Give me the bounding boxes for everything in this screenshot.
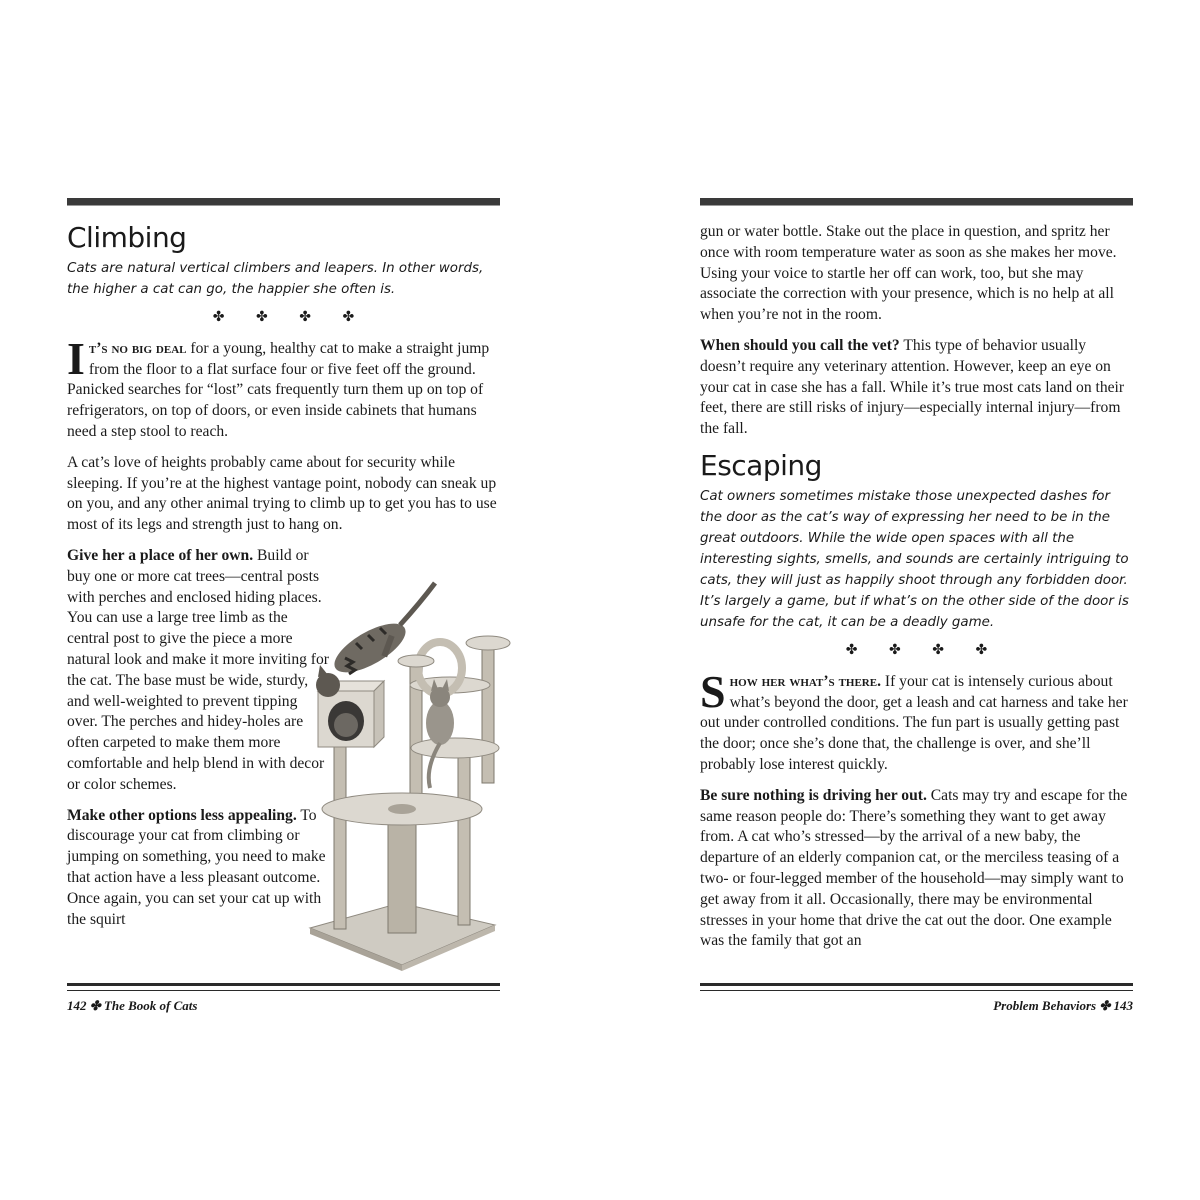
section-heading-escaping: Escaping [700, 448, 822, 482]
paragraph-text: If your cat is intensely curious about what’s beyond the door, get a leash and cat harness and take her out under controlled conditions. The fun part is usually getting past the door; once she’s done that, the challenge is over, and she’ll probably lose interest quickly. [700, 672, 1128, 773]
lead-smallcaps: t’s no big deal [88, 339, 187, 357]
left-running-footer: 142 ✤ The Book of Cats [67, 998, 198, 1013]
climbing-paragraph-2: A cat’s love of heights probably came about for security while sleeping. If you’re at the highest vantage point, nobody can sneak up on you, and any other animal trying to climb up to get you has to use most of its legs and strength just to hang on. [67, 453, 497, 534]
section-heading-climbing: Climbing [67, 221, 187, 254]
climbing-paragraph-continued: gun or water bottle. Stake out the place in question, and spritz her once with room temperature water as soon as she makes her move. Using your voice to startle her off can work, too, but she may associate the correction with your presence, which is no help at all when you’re not in the room. [700, 223, 1117, 324]
escaping-paragraph-2 [700, 786, 1133, 952]
right-bottom-rule [700, 983, 1133, 991]
right-content [700, 222, 1133, 962]
escaping-intro: Cat owners sometimes mistake those unexpected dashes for the door as the cat’s way of expressing her need to be in the great outdoors. While the wide open spaces with all the interesting sights, smells, and sounds are certainly intriguing to cats, they will just as happily shoot through any forbidden door. It’s largely a game, but if what’s on the other side of the door is unsafe for the cat, it can be a deadly game. [700, 488, 1129, 630]
lead-smallcaps: how her what’s there. [729, 672, 881, 690]
ornament-divider: ✤ ✤ ✤ ✤ [212, 310, 369, 325]
paragraph-text: This type of behavior usually doesn’t require any veterinary attention. However, keep an eye on your cat in case she has a fall. While it’s true most cats land on their feet, there are still risks of injury—especially internal injury—from the fall. [700, 336, 1125, 438]
paragraph-text: Build or buy one or more cat trees—central posts with perches and enclosed hiding places. You can use a large tree limb as the central post to give the piece a more natural look and make it more inviting for the cat. The base must be wide, sturdy, and well-weighted to prevent tipping over. The perches and hidey-holes are often carpeted to make them more comfortable and help blend in with decor or color schemes. [67, 546, 329, 793]
vet-paragraph [700, 336, 1133, 440]
escaping-paragraph-1 [700, 665, 1133, 776]
paragraph-text: for a young, healthy cat to make a straight jump from the floor to a flat surface four or five feet off the ground. Panicked searches for “lost” cats frequently turn them up on top of refrigerators, on top of doors, or even inside cabinets that humans need a step stool to reach. [67, 339, 490, 440]
left-top-rule [67, 198, 500, 206]
run-in-heading: Make other options less appealing. [67, 806, 297, 824]
climbing-intro: Cats are natural vertical climbers and leapers. In other words, the higher a cat can go, the happier she often is. [67, 261, 484, 297]
run-in-heading: Be sure nothing is driving her out. [700, 786, 927, 804]
right-page [700, 198, 1133, 1020]
cat-tree-illustration [290, 573, 520, 973]
left-bottom-rule [67, 983, 500, 991]
paragraph-text: To discourage your cat from climbing or jumping on something, you need to make that action have a less pleasant outcome. Once again, you can set your cat up with the squirt [67, 806, 326, 928]
right-running-footer: Problem Behaviors ✤ 143 [993, 998, 1133, 1013]
right-top-rule [700, 198, 1133, 206]
drop-cap: S [700, 665, 726, 717]
climbing-paragraph-1 [67, 332, 500, 443]
ornament-divider: ✤ ✤ ✤ ✤ [845, 642, 1002, 658]
run-in-heading: Give her a place of her own. [67, 546, 254, 564]
drop-cap: I [67, 332, 85, 384]
paragraph-text: Cats may try and escape for the same reason people do: There’s something they want to get away from. A cat who’s stressed—by the arrival of a new baby, the departure of an elderly companion cat, or the merciless teasing of a two- or four-legged member of the household—may simply want to get away from it all. Occasionally, there may be environmental stresses in your home that drive the cat out the door. One example was the family that got an [700, 786, 1128, 950]
run-in-heading: When should you call the vet? [700, 336, 900, 354]
